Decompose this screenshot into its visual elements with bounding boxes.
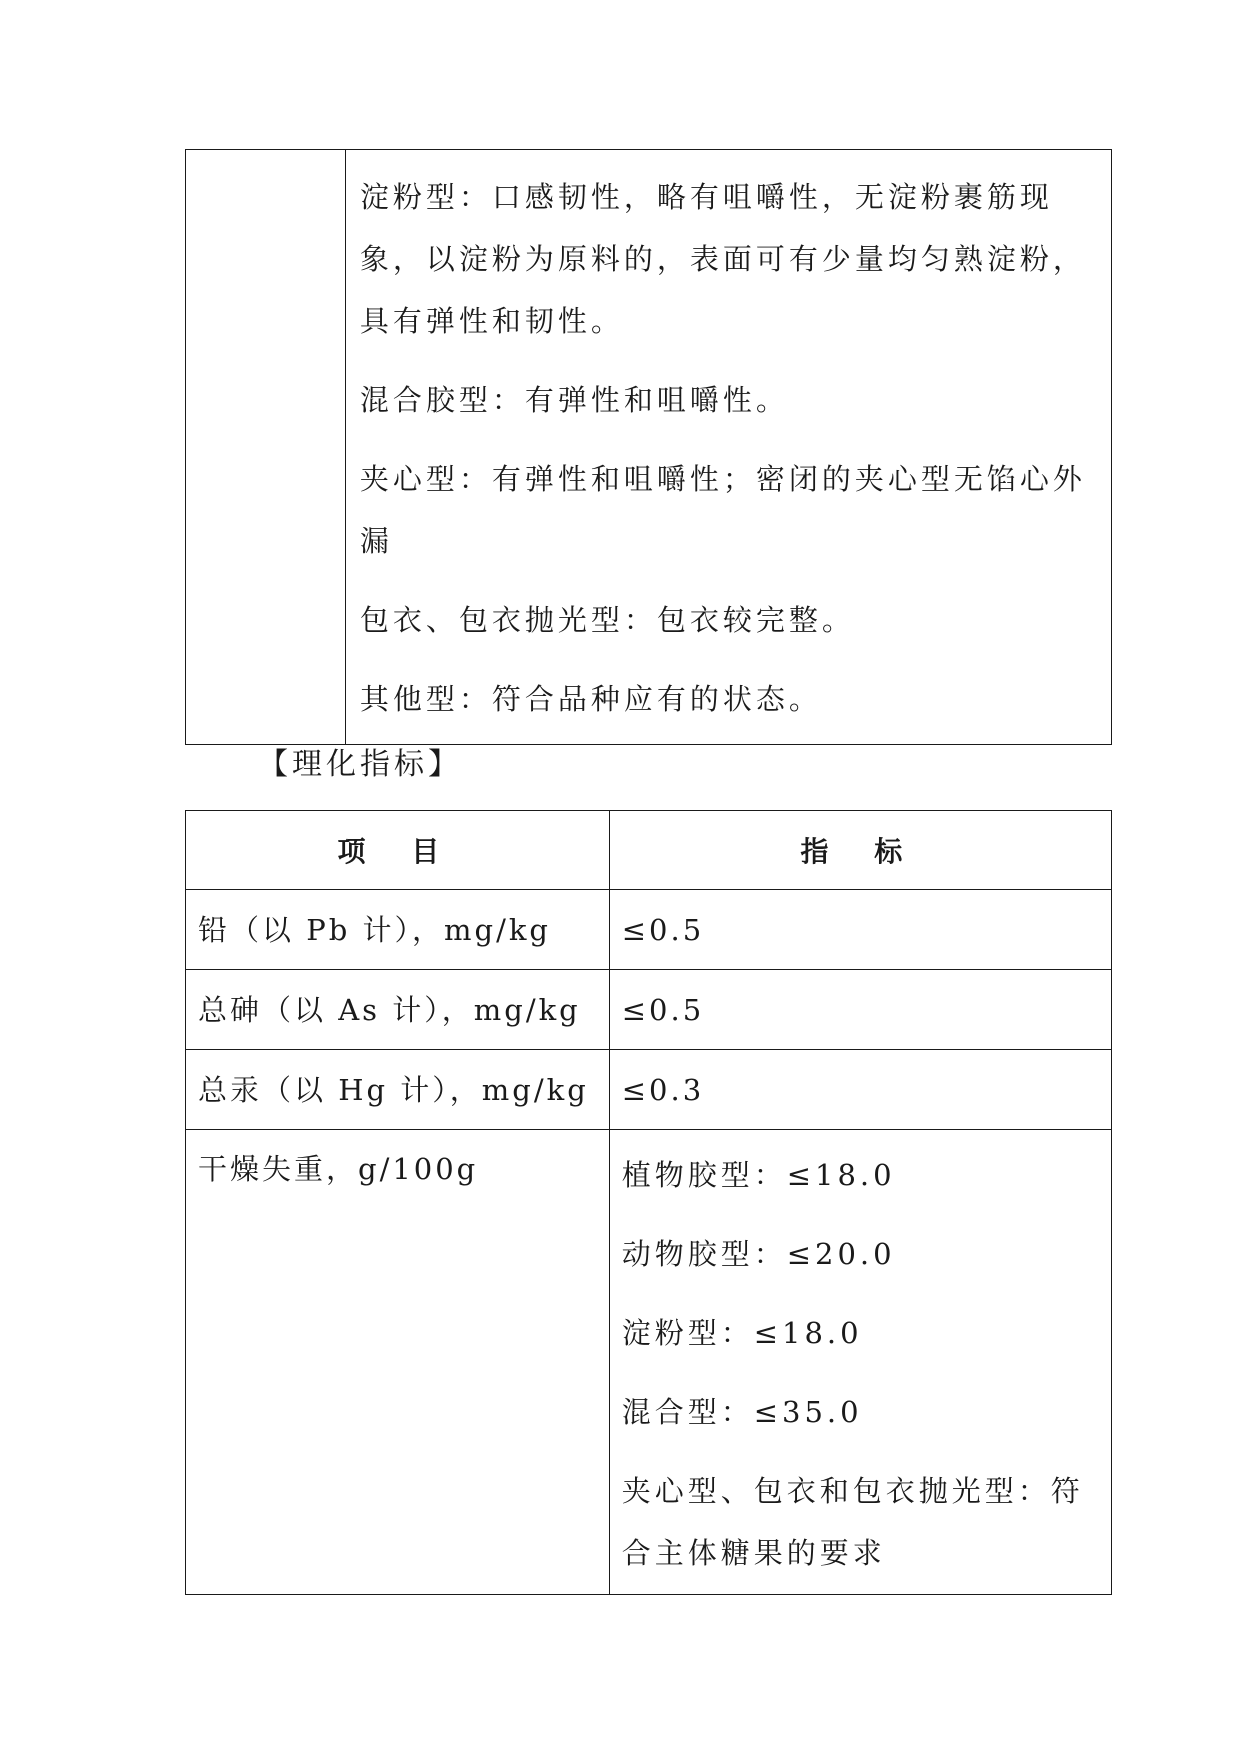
sensory-paragraph: 包衣、包衣抛光型：包衣较完整。 bbox=[359, 603, 855, 637]
row-value bbox=[609, 1050, 1111, 1130]
table-header-row bbox=[186, 811, 1112, 890]
section-title: 【理化指标】 bbox=[258, 747, 462, 782]
table-row bbox=[186, 970, 1112, 1050]
item-label: 铅（以 Pb 计），mg/kg bbox=[198, 912, 551, 947]
table-row bbox=[186, 1050, 1112, 1130]
item-label: 总砷（以 As 计），mg/kg bbox=[198, 992, 581, 1027]
value-line: 动物胶型：≤20.0 bbox=[621, 1237, 896, 1271]
value-label: ≤0.5 bbox=[621, 912, 705, 947]
value-label: ≤0.5 bbox=[621, 992, 705, 1027]
row-value-multi bbox=[609, 1130, 1111, 1595]
table-cell-empty bbox=[186, 150, 346, 745]
row-item bbox=[186, 1130, 610, 1595]
header-indicator: 指 标 bbox=[609, 811, 1111, 890]
sensory-table-continuation bbox=[185, 149, 1112, 745]
value-line: 混合型：≤35.0 bbox=[621, 1395, 863, 1429]
table-row bbox=[186, 890, 1112, 970]
sensory-paragraph: 夹心型：有弹性和咀嚼性；密闭的夹心型无馅心外漏 bbox=[359, 462, 1086, 558]
sensory-paragraph: 混合胶型：有弹性和咀嚼性。 bbox=[359, 383, 789, 417]
table-row-drying-loss bbox=[186, 1130, 1112, 1595]
row-item bbox=[186, 890, 610, 970]
row-value bbox=[609, 890, 1111, 970]
value-line: 植物胶型：≤18.0 bbox=[621, 1158, 896, 1192]
value-label: ≤0.3 bbox=[621, 1072, 705, 1107]
sensory-description-cell bbox=[345, 150, 1111, 745]
item-label: 干燥失重，g/100g bbox=[198, 1152, 479, 1186]
header-item: 项 目 bbox=[186, 811, 610, 890]
value-line: 淀粉型：≤18.0 bbox=[621, 1316, 863, 1350]
sensory-paragraph: 其他型：符合品种应有的状态。 bbox=[359, 682, 822, 716]
row-value bbox=[609, 970, 1111, 1050]
item-label: 总汞（以 Hg 计），mg/kg bbox=[198, 1072, 589, 1107]
physicochemical-table bbox=[185, 810, 1112, 1595]
table-row bbox=[186, 150, 1112, 745]
value-line: 夹心型、包衣和包衣抛光型：符合主体糖果的要求 bbox=[621, 1474, 1084, 1570]
row-item bbox=[186, 970, 610, 1050]
sensory-paragraph: 淀粉型：口感韧性，略有咀嚼性，无淀粉裹筋现象，以淀粉为原料的，表面可有少量均匀熟淀粉，具有弹性和韧性。 bbox=[359, 180, 1086, 338]
row-item bbox=[186, 1050, 610, 1130]
